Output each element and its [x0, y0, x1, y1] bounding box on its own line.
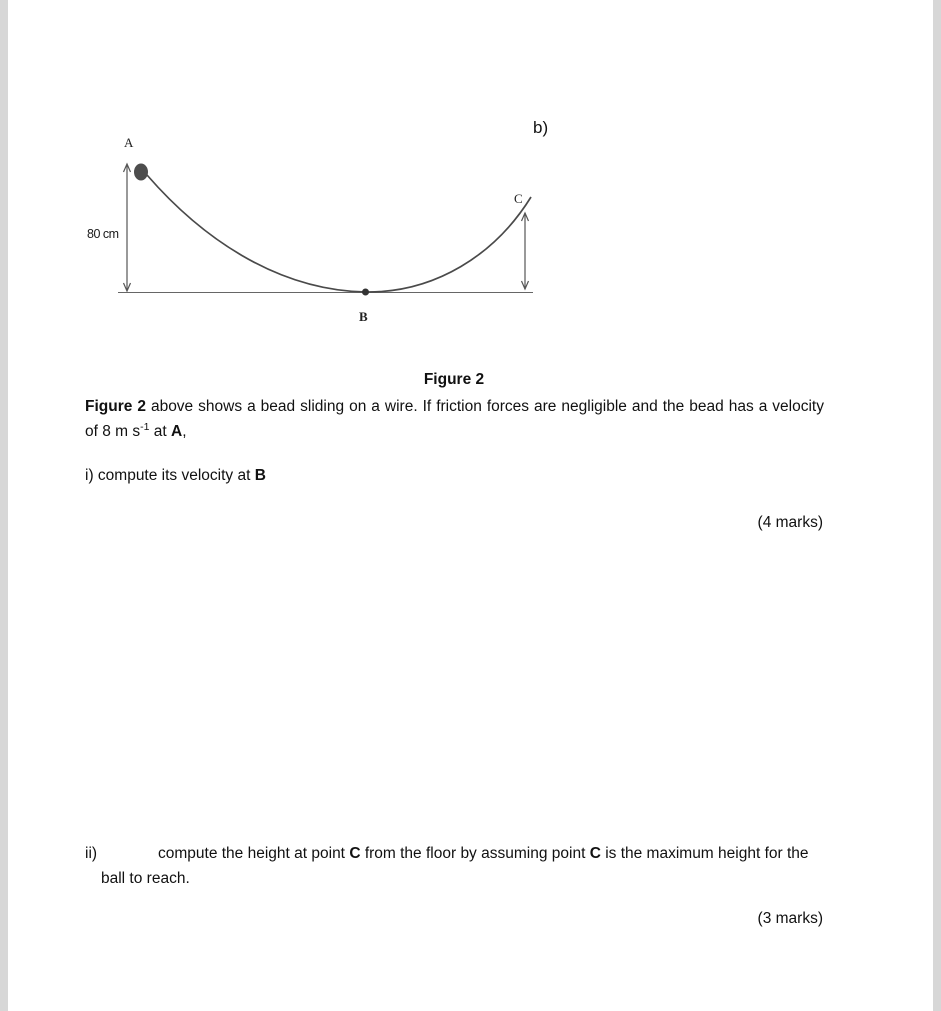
point-c-bold-1: C: [349, 845, 361, 862]
page-right-edge: [933, 0, 941, 1011]
figure-2-diagram: [80, 128, 550, 333]
point-b-dot: [362, 289, 369, 296]
page-left-edge: [0, 0, 8, 1011]
intro-paragraph: [85, 395, 824, 444]
marks-question-i: (4 marks): [757, 514, 823, 531]
paragraph-text-1: above shows a bead sliding on a wire. If friction forces are negligible and the bead has a velocity of 8 m s: [85, 398, 824, 440]
paragraph-text-2: at: [149, 422, 172, 440]
figure-point-b-label: B: [359, 309, 368, 324]
question-ii-number: ii): [85, 845, 98, 862]
point-a-bold: A: [171, 422, 183, 440]
question-i: [85, 467, 266, 485]
figure-caption: Figure 2: [423, 371, 485, 388]
question-ii: [85, 841, 825, 891]
figure-point-a-label: A: [124, 135, 134, 150]
bead: [134, 164, 148, 181]
figure-point-c-label: C: [514, 191, 523, 206]
height-measure-arrow: [124, 164, 131, 291]
height-dimension-label: 80 cm: [87, 227, 119, 241]
question-i-text: i) compute its velocity at: [85, 467, 255, 484]
figure-ref-bold: Figure 2: [85, 398, 146, 415]
question-ii-text-2: from the floor by assuming point: [360, 845, 590, 862]
marks-question-ii: (3 marks): [757, 910, 823, 927]
section-label-b: b): [533, 118, 549, 137]
question-ii-text-1: compute the height at point: [158, 845, 350, 862]
point-b-bold: B: [254, 467, 266, 484]
wire-curve: [147, 175, 531, 292]
question-ii-text-3: is the maximum height for the ball to reach.: [101, 845, 809, 887]
velocity-exponent: -1: [140, 420, 150, 433]
paragraph-text-3: ,: [182, 422, 187, 440]
point-c-bold-2: C: [589, 845, 601, 862]
point-c-height-arrow: [522, 213, 529, 289]
